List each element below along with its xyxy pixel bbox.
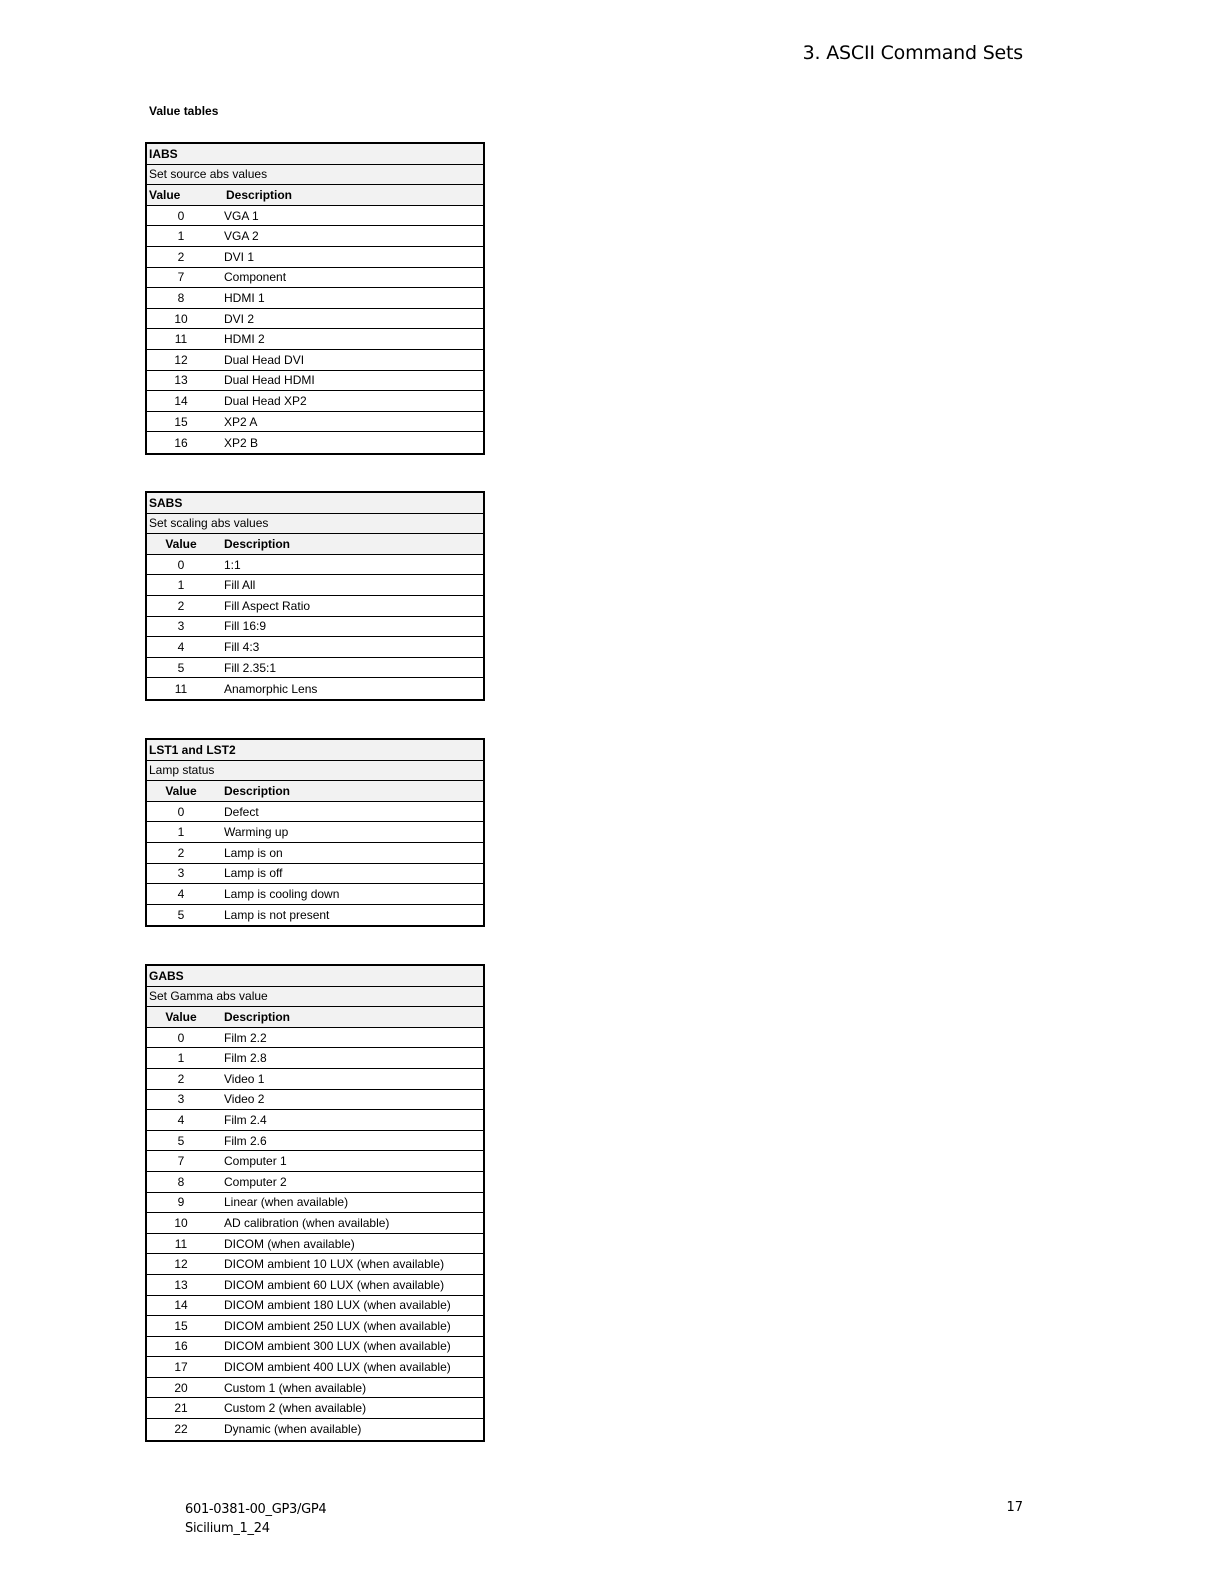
row-description: XP2 B — [224, 435, 259, 450]
row-value: 16 — [174, 435, 188, 450]
row-value: 20 — [174, 1380, 188, 1395]
table-row — [147, 329, 483, 350]
row-description: Component — [224, 270, 287, 285]
table-row — [147, 1234, 483, 1255]
footer-doc-name: Sicilium_1_24 — [185, 1521, 270, 1536]
row-value: 2 — [177, 845, 185, 860]
row-description: Fill 16:9 — [224, 619, 267, 634]
row-value: 0 — [177, 1030, 185, 1045]
table-row — [147, 1419, 483, 1440]
column-header-description: Description — [224, 783, 291, 798]
table-code: GABS — [147, 966, 483, 987]
row-description: DVI 1 — [224, 249, 255, 264]
row-value: 3 — [177, 619, 185, 634]
table-row — [147, 247, 483, 268]
row-value: 11 — [174, 681, 188, 696]
table-row — [147, 1398, 483, 1419]
table-row — [147, 1193, 483, 1214]
page-header-chapter: 3. ASCII Command Sets — [802, 42, 1023, 64]
row-description: Film 2.6 — [224, 1133, 267, 1148]
row-description: Anamorphic Lens — [224, 681, 318, 696]
row-value: 5 — [177, 660, 185, 675]
value-table-iabs — [145, 142, 485, 455]
column-header-value: Value — [165, 783, 197, 798]
row-value: 8 — [177, 1174, 185, 1189]
row-value: 5 — [177, 908, 185, 923]
row-description: AD calibration (when available) — [224, 1215, 390, 1230]
table-row — [147, 596, 483, 617]
row-description: Dual Head XP2 — [224, 393, 307, 408]
row-description: Custom 2 (when available) — [224, 1401, 367, 1416]
row-description: Video 2 — [224, 1092, 265, 1107]
table-row — [147, 391, 483, 412]
row-description: Video 1 — [224, 1071, 265, 1086]
table-row — [147, 1131, 483, 1152]
table-row — [147, 1316, 483, 1337]
column-header-value: Value — [165, 536, 197, 551]
row-value: 0 — [177, 804, 185, 819]
row-description: Lamp is off — [224, 866, 283, 881]
row-value: 12 — [174, 1257, 188, 1272]
row-value: 2 — [177, 249, 185, 264]
row-description: DVI 2 — [224, 311, 255, 326]
table-row — [147, 288, 483, 309]
row-description: DICOM ambient 10 LUX (when available) — [224, 1257, 445, 1272]
table-row — [147, 617, 483, 638]
row-description: DICOM (when available) — [224, 1236, 355, 1251]
row-value: 0 — [177, 557, 185, 572]
row-value: 12 — [174, 352, 188, 367]
table-row — [147, 1296, 483, 1317]
row-description: VGA 1 — [224, 208, 259, 223]
table-row — [147, 658, 483, 679]
row-description: Lamp is not present — [224, 908, 330, 923]
row-description: Film 2.8 — [224, 1051, 267, 1066]
table-row — [147, 268, 483, 289]
table-row — [147, 1151, 483, 1172]
row-description: Fill 2.35:1 — [224, 660, 277, 675]
table-row — [147, 432, 483, 453]
row-description: DICOM ambient 400 LUX (when available) — [224, 1360, 451, 1375]
row-value: 4 — [177, 1112, 185, 1127]
table-row — [147, 1110, 483, 1131]
row-value: 17 — [174, 1360, 188, 1375]
table-row — [147, 1028, 483, 1049]
row-description: Film 2.2 — [224, 1030, 267, 1045]
value-table-gabs — [145, 964, 485, 1442]
table-row — [147, 226, 483, 247]
row-value: 13 — [174, 373, 188, 388]
row-value: 2 — [177, 1071, 185, 1086]
row-description: Lamp is on — [224, 845, 283, 860]
row-value: 13 — [174, 1277, 188, 1292]
table-row — [147, 1337, 483, 1358]
row-value: 4 — [177, 639, 185, 654]
table-header-row — [147, 185, 483, 206]
column-header-description: Description — [224, 1009, 291, 1024]
row-description: Fill All — [224, 578, 256, 593]
row-value: 14 — [174, 1298, 188, 1313]
table-row — [147, 822, 483, 843]
row-value: 16 — [174, 1339, 188, 1354]
table-row — [147, 905, 483, 926]
table-row — [147, 350, 483, 371]
row-description: Fill Aspect Ratio — [224, 598, 311, 613]
row-value: 15 — [174, 1318, 188, 1333]
table-row — [147, 864, 483, 885]
row-value: 4 — [177, 886, 185, 901]
row-description: Film 2.4 — [224, 1112, 267, 1127]
row-value: 1 — [177, 229, 185, 244]
row-description: Lamp is cooling down — [224, 886, 340, 901]
table-row — [147, 371, 483, 392]
table-code: LST1 and LST2 — [147, 740, 483, 761]
row-description: XP2 A — [224, 414, 258, 429]
row-value: 14 — [174, 393, 188, 408]
row-description: HDMI 2 — [224, 332, 265, 347]
table-row — [147, 1378, 483, 1399]
row-description: Dual Head DVI — [224, 352, 305, 367]
section-title: Value tables — [149, 104, 219, 118]
row-description: Custom 1 (when available) — [224, 1380, 367, 1395]
row-value: 21 — [174, 1401, 188, 1416]
row-value: 5 — [177, 1133, 185, 1148]
footer-page-number: 17 — [1006, 1500, 1023, 1515]
table-header-row — [147, 1007, 483, 1028]
column-header-description: Description — [224, 536, 291, 551]
table-code: SABS — [147, 493, 483, 514]
row-description: Computer 1 — [224, 1154, 287, 1169]
row-value: 1 — [177, 1051, 185, 1066]
row-value: 10 — [174, 1215, 188, 1230]
table-row — [147, 575, 483, 596]
row-value: 1 — [177, 825, 185, 840]
row-description: DICOM ambient 60 LUX (when available) — [224, 1277, 445, 1292]
row-value: 10 — [174, 311, 188, 326]
footer-document-info — [185, 1500, 326, 1538]
row-value: 3 — [177, 866, 185, 881]
table-row — [147, 637, 483, 658]
column-header-value: Value — [149, 187, 181, 202]
row-value: 7 — [177, 1154, 185, 1169]
row-description: Computer 2 — [224, 1174, 287, 1189]
table-row — [147, 1090, 483, 1111]
table-row — [147, 884, 483, 905]
row-description: DICOM ambient 180 LUX (when available) — [224, 1298, 451, 1313]
table-caption: Set scaling abs values — [147, 514, 483, 535]
table-caption: Set Gamma abs value — [147, 987, 483, 1008]
table-row — [147, 843, 483, 864]
table-row — [147, 1254, 483, 1275]
row-value: 11 — [174, 332, 188, 347]
row-description: VGA 2 — [224, 229, 259, 244]
table-row — [147, 1172, 483, 1193]
table-header-row — [147, 534, 483, 555]
table-row — [147, 1069, 483, 1090]
table-row — [147, 1048, 483, 1069]
row-description: Dual Head HDMI — [224, 373, 315, 388]
table-caption: Set source abs values — [147, 165, 483, 186]
row-value: 11 — [174, 1236, 188, 1251]
row-value: 22 — [174, 1422, 188, 1437]
table-row — [147, 1213, 483, 1234]
table-row — [147, 1275, 483, 1296]
table-code: IABS — [147, 144, 483, 165]
row-description: Fill 4:3 — [224, 639, 260, 654]
row-description: Defect — [224, 804, 259, 819]
value-table-lst — [145, 738, 485, 927]
table-row — [147, 206, 483, 227]
column-header-value: Value — [165, 1009, 197, 1024]
row-value: 3 — [177, 1092, 185, 1107]
table-row — [147, 309, 483, 330]
table-row — [147, 802, 483, 823]
row-description: DICOM ambient 300 LUX (when available) — [224, 1339, 451, 1354]
row-value: 9 — [177, 1195, 185, 1210]
footer-doc-number: 601-0381-00_GP3/GP4 — [185, 1502, 327, 1517]
value-table-sabs — [145, 491, 485, 701]
row-value: 0 — [177, 208, 185, 223]
row-description: Warming up — [224, 825, 289, 840]
row-description: Dynamic (when available) — [224, 1422, 362, 1437]
table-row — [147, 678, 483, 699]
table-caption: Lamp status — [147, 761, 483, 782]
row-value: 1 — [177, 578, 185, 593]
row-value: 7 — [177, 270, 185, 285]
table-row — [147, 1357, 483, 1378]
row-value: 15 — [174, 414, 188, 429]
row-value: 2 — [177, 598, 185, 613]
column-header-description: Description — [226, 187, 293, 202]
row-description: HDMI 1 — [224, 290, 265, 305]
table-row — [147, 412, 483, 433]
table-header-row — [147, 781, 483, 802]
table-row — [147, 555, 483, 576]
row-description: DICOM ambient 250 LUX (when available) — [224, 1318, 451, 1333]
row-value: 8 — [177, 290, 185, 305]
row-description: Linear (when available) — [224, 1195, 349, 1210]
row-description: 1:1 — [224, 557, 241, 572]
